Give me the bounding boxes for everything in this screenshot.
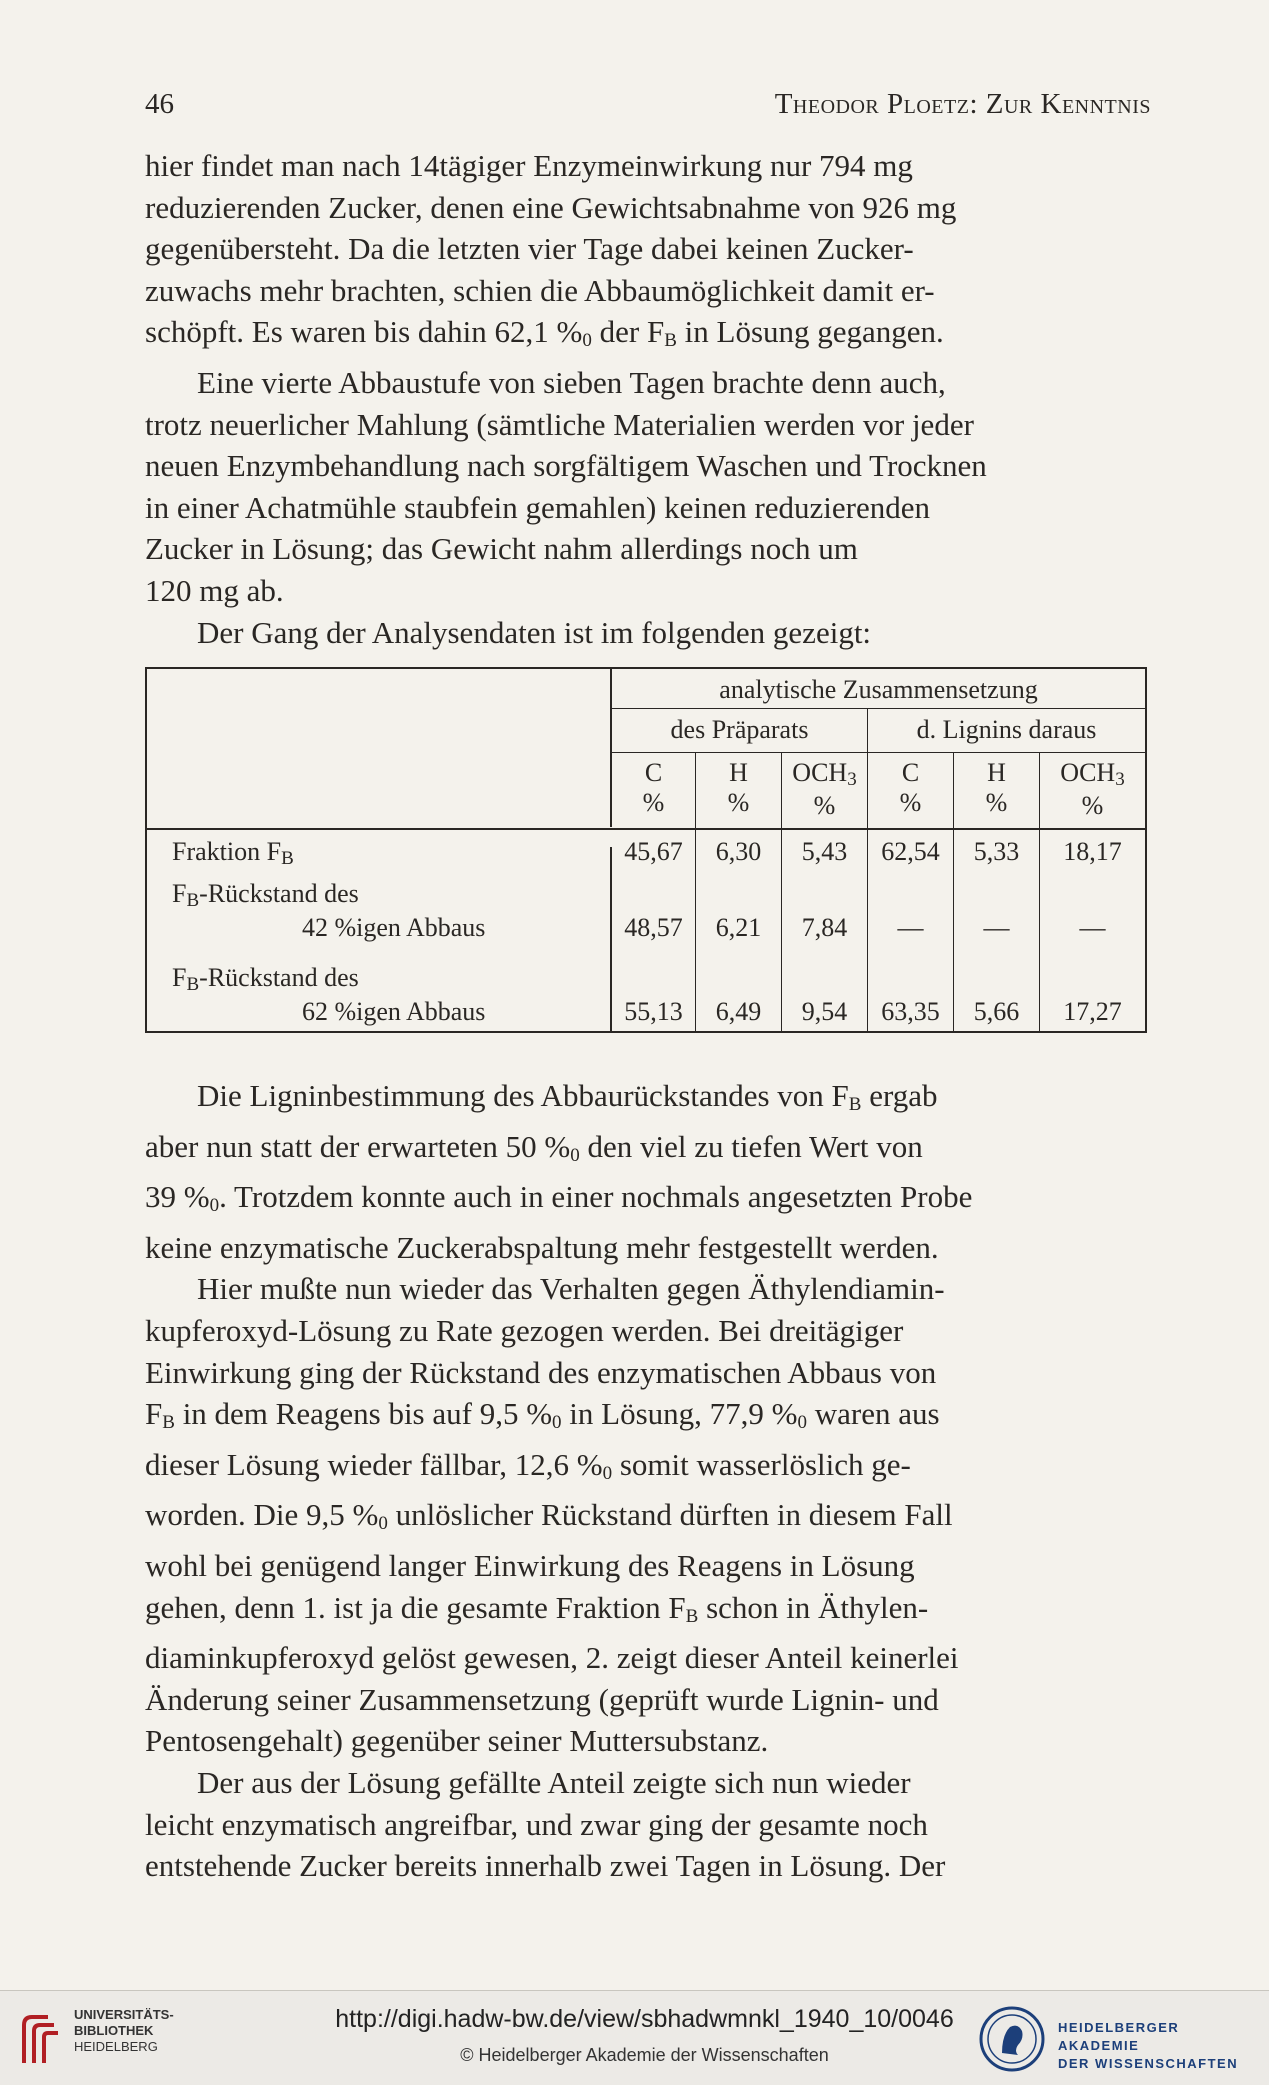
text-line: keine enzymatische Zuckerabspaltung mehr festgestellt werden. [145, 1229, 939, 1265]
text-line: kupferoxyd-Lösung zu Rate gezogen werden. Bei dreitägiger [145, 1312, 904, 1348]
academy-name-line: DER WISSENSCHAFTEN [1058, 2056, 1239, 2071]
academy-seal-icon [978, 2005, 1046, 2073]
copyright-notice: © Heidelberger Akademie der Wissenschaften [460, 2045, 829, 2065]
col-header: C % [899, 758, 922, 817]
table-cell: 62,54 [881, 837, 940, 866]
table-cell: 5,66 [973, 997, 1020, 1026]
text-line: diaminkupferoxyd gelöst gewesen, 2. zeigt dieser Anteil keinerlei [145, 1640, 959, 1676]
col-header: H % [985, 758, 1008, 817]
row-label: Fraktion $F_B$ [172, 837, 294, 869]
table-cell: 5,43 [801, 837, 848, 866]
text-line: Einwirkung ging der Rückstand des enzymatischen Abbaus von [145, 1354, 937, 1390]
row-label: $F_B$-Rückstand des [172, 963, 359, 995]
table-cell: 6,30 [715, 837, 762, 866]
source-url-link[interactable]: http://digi.hadw-bw.de/view/sbhadwmnkl_1940_10/0046 [335, 2005, 954, 2033]
text-line: 120 mg ab. [145, 572, 284, 608]
text-line: Pentosengehalt) gegenüber seiner Muttersubstanz. [145, 1723, 769, 1759]
text-line: leicht enzymatisch angreifbar, und zwar ging der gesamte noch [145, 1806, 928, 1842]
library-name-line: UNIVERSITÄTS- [74, 2007, 174, 2022]
table-cell: 48,57 [624, 913, 683, 942]
library-city: HEIDELBERG [74, 2039, 158, 2054]
text-line: wohl bei genügend langer Einwirkung des Reagens in Lösung [145, 1547, 915, 1583]
text-line: 39 $\%_0$. Trotzdem konnte auch in einer nochmals angesetzten Probe [145, 1179, 973, 1217]
text-line: dieser Lösung wieder fällbar, 12,6 $\%_0$ somit wasserlöslich ge- [145, 1446, 911, 1484]
table-cell: 7,84 [801, 913, 848, 942]
row-label-cont: 62 %igen Abbaus [302, 997, 486, 1026]
academy-name-line: HEIDELBERGER AKADEMIE [1058, 2020, 1180, 2053]
table-cell: 9,54 [801, 997, 848, 1026]
body-text-bottom [145, 1075, 1151, 1887]
row-label: $F_B$-Rückstand des [172, 879, 359, 911]
text-line: aber nun statt der erwarteten 50 $\%_0$ den viel zu tiefen Wert von [145, 1128, 923, 1166]
page-number: 46 [145, 88, 174, 120]
text-line: zuwachs mehr brachten, schien die Abbaumöglichkeit damit er- [145, 272, 935, 308]
col-header: C % [642, 758, 665, 817]
subheader-lignin: d. Lignins daraus [916, 715, 1097, 744]
text-line: Änderung seiner Zusammensetzung (geprüft wurde Lignin- und [145, 1681, 939, 1717]
text-line: entstehende Zucker bereits innerhalb zwei Tagen in Lösung. Der [145, 1848, 946, 1884]
table-cell: — [1079, 913, 1106, 942]
table-cell: 63,35 [881, 997, 940, 1026]
text-line: Der aus der Lösung gefällte Anteil zeigte sich nun wieder [197, 1764, 911, 1800]
text-line: Die Ligninbestimmung des Abbaurückstandes von $F_B$ ergab [197, 1078, 938, 1115]
text-line: schöpft. Es waren bis dahin 62,1 $\%_0$ der $F_B$ in Lösung gegangen. [145, 314, 944, 352]
text-line: worden. Die 9,5 $\%_0$ unlöslicher Rückstand dürften in diesem Fall [145, 1497, 953, 1535]
body-text-top [145, 145, 1151, 653]
text-line: gehen, denn 1. ist ja die gesamte Fraktion $F_B$ schon in Äthylen- [145, 1589, 929, 1627]
subheader-preparation: des Präparats [670, 715, 809, 744]
table-cell: 5,33 [973, 837, 1020, 866]
table-cell: 18,17 [1063, 837, 1122, 866]
text-line: trotz neuerlicher Mahlung (sämtliche Materialien werden vor jeder [145, 406, 974, 442]
group-header: analytische Zusammensetzung [719, 675, 1038, 704]
table-cell: 6,21 [715, 913, 762, 942]
text-line: $F_B$ in dem Reagens bis auf 9,5 $\%_0$ in Lösung, 77,9 $\%_0$ waren aus [145, 1396, 940, 1434]
table-cell: 6,49 [715, 997, 762, 1026]
table-cell: 45,67 [624, 837, 683, 866]
text-line: in einer Achatmühle staubfein gemahlen) keinen reduzierenden [145, 489, 931, 525]
table-cell: 17,27 [1063, 997, 1122, 1026]
col-header: H % [727, 758, 750, 817]
text-line: Der Gang der Analysendaten ist im folgenden gezeigt: [197, 614, 872, 650]
table-cell: 55,13 [624, 997, 683, 1026]
text-line: reduzierenden Zucker, denen eine Gewichtsabnahme von 926 mg [145, 189, 957, 225]
text-line: hier findet man nach 14tägiger Enzymeinwirkung nur 794 mg [145, 148, 913, 183]
library-name-line: BIBLIOTHEK [74, 2023, 154, 2038]
running-title: Theodor Ploetz: Zur Kenntnis [774, 88, 1151, 120]
col-header: $OCH_3$ % [792, 758, 857, 820]
text-line: Zucker in Lösung; das Gewicht nahm allerdings noch um [145, 531, 858, 567]
text-line: Eine vierte Abbaustufe von sieben Tagen brachte denn auch, [197, 364, 946, 400]
text-line: Hier mußte nun wieder das Verhalten gegen Äthylendiamin- [197, 1271, 945, 1307]
text-line: gegenübersteht. Da die letzten vier Tage dabei keinen Zucker- [145, 231, 914, 267]
row-label-cont: 42 %igen Abbaus [302, 913, 486, 942]
table-cell: — [897, 913, 924, 942]
analysis-table [145, 667, 1147, 1033]
footer-bar [0, 1990, 1269, 2085]
table-cell: — [983, 913, 1010, 942]
text-line: neuen Enzymbehandlung nach sorgfältigem Waschen und Trocknen [145, 448, 987, 484]
col-header: $OCH_3$ % [1060, 758, 1125, 820]
